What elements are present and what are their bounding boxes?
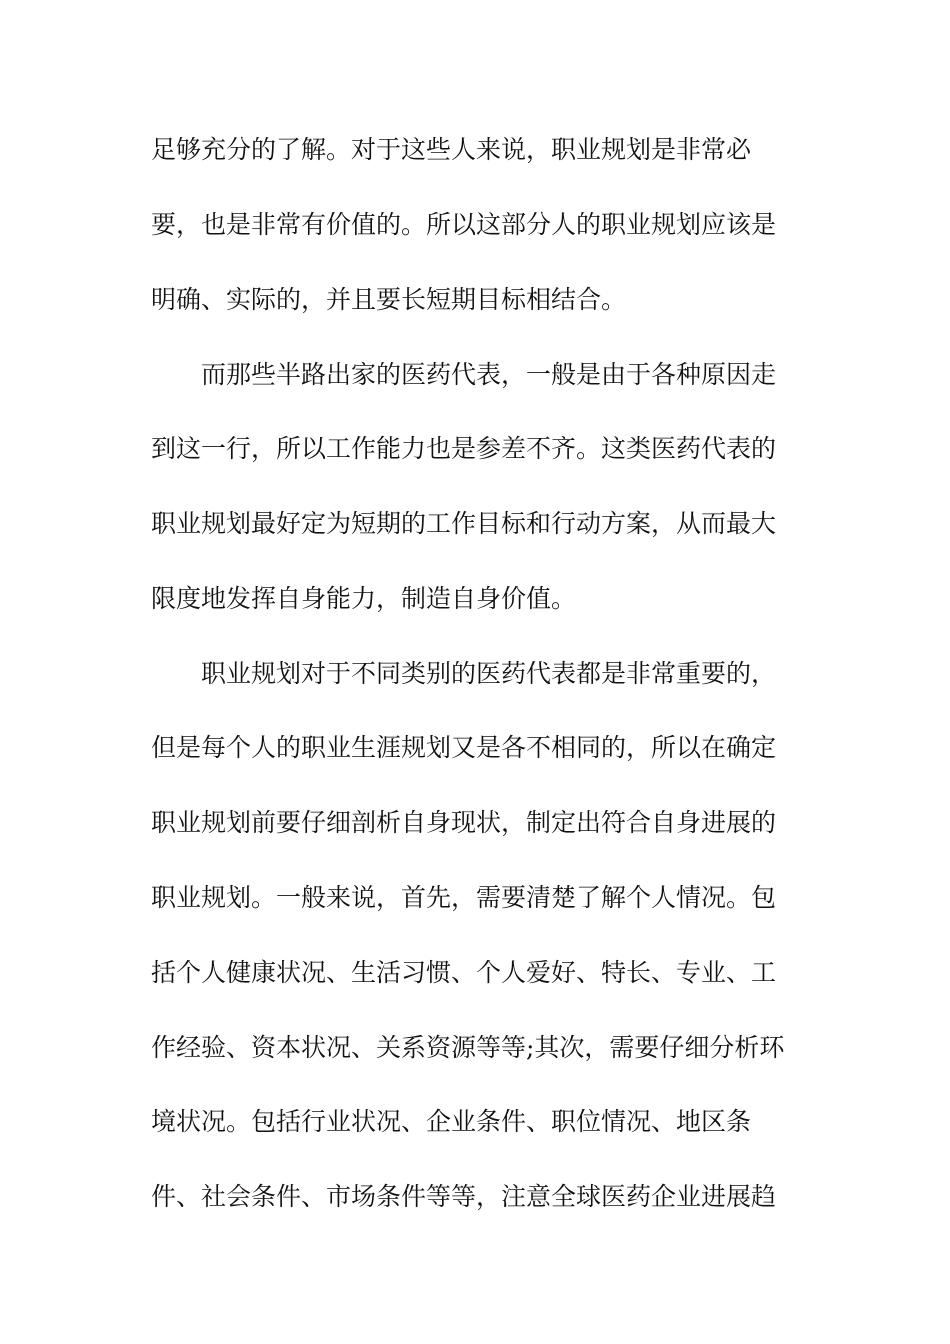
text-line: 到这一行，所以工作能力也是参差不齐。这类医药代表的 xyxy=(151,434,777,463)
text-line: 职业规划最好定为短期的工作目标和行动方案，从而最大 xyxy=(151,509,777,538)
text-line: 足够充分的了解。对于这些人来说，职业规划是非常必 xyxy=(151,135,752,164)
text-line: 限度地发挥自身能力，制造自身价值。 xyxy=(151,584,577,613)
text-line: 括个人健康状况、生活习惯、个人爱好、特长、专业、工 xyxy=(151,958,777,987)
text-line: 职业规划。一般来说，首先，需要清楚了解个人情况。包 xyxy=(151,883,777,912)
text-line: 职业规划对于不同类别的医药代表都是非常重要的， xyxy=(151,659,777,688)
text-line: 而那些半路出家的医药代表，一般是由于各种原因走 xyxy=(151,360,777,389)
text-line: 件、社会条件、市场条件等等，注意全球医药企业进展趋 xyxy=(151,1182,777,1211)
text-line: 职业规划前要仔细剖析自身现状，制定出符合自身进展的 xyxy=(151,808,777,837)
text-line: 但是每个人的职业生涯规划又是各不相同的，所以在确定 xyxy=(151,733,777,762)
text-line: 作经验、资本状况、关系资源等等;其次，需要仔细分析环 xyxy=(151,1033,785,1062)
text-line: 境状况。包括行业状况、企业条件、职位情况、地区条 xyxy=(151,1107,752,1136)
text-line: 明确、实际的，并且要长短期目标相结合。 xyxy=(151,285,627,314)
text-line: 要，也是非常有价值的。所以这部分人的职业规划应该是 xyxy=(151,210,777,239)
